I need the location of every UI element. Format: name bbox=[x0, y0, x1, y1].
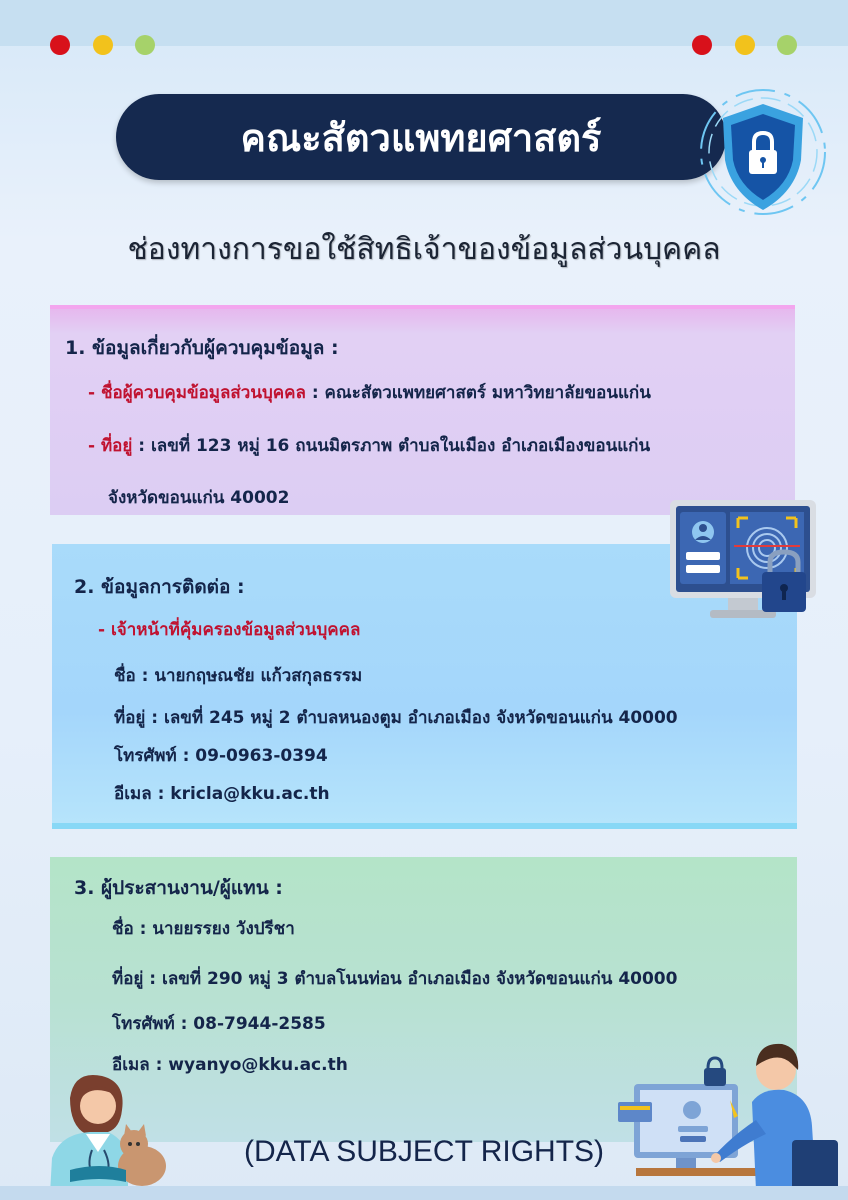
window-dot-yellow-right bbox=[735, 35, 755, 55]
window-dot-red bbox=[50, 35, 70, 55]
address-line2: จังหวัดขอนแก่น 40002 bbox=[108, 488, 290, 508]
ground-strip bbox=[0, 1186, 848, 1200]
coordinator-name: ชื่อ : นายยรรยง วังปรีชา bbox=[112, 919, 295, 939]
window-dot-red-right bbox=[692, 35, 712, 55]
page-subtitle: ช่องทางการขอใช้สิทธิเจ้าของข้อมูลส่วนบุคคล bbox=[127, 232, 721, 267]
dpo-phone: โทรศัพท์ : 09-0963-0394 bbox=[114, 746, 328, 766]
fingerprint-monitor-icon bbox=[668, 498, 820, 624]
coordinator-address: ที่อยู่ : เลขที่ 290 หมู่ 3 ตำบลโนนท่อน อำเภอเมือง จังหวัดขอนแก่น 40000 bbox=[112, 969, 678, 989]
dpo-address: ที่อยู่ : เลขที่ 245 หมู่ 2 ตำบลหนองตูม อำเภอเมือง จังหวัดขอนแก่น 40000 bbox=[114, 708, 678, 728]
dpo-email: อีเมล : kricla@kku.ac.th bbox=[114, 784, 330, 804]
controller-value: : คณะสัตวแพทยศาสตร์ มหาวิทยาลัยขอนแก่น bbox=[305, 383, 651, 403]
window-dot-yellow bbox=[93, 35, 113, 55]
window-dot-green bbox=[135, 35, 155, 55]
coordinator-email: อีเมล : wyanyo@kku.ac.th bbox=[112, 1055, 348, 1075]
section3-heading: 3. ผู้ประสานงาน/ผู้แทน : bbox=[74, 877, 283, 899]
vet-with-cat-illustration bbox=[30, 1070, 170, 1194]
address-row bbox=[88, 432, 650, 459]
dpo-role: - เจ้าหน้าที่คุ้มครองข้อมูลส่วนบุคคล bbox=[98, 620, 361, 640]
controller-label: - ชื่อผู้ควบคุมข้อมูลส่วนบุคคล bbox=[88, 383, 306, 403]
dpo-name: ชื่อ : นายกฤษณชัย แก้วสกุลธรรม bbox=[114, 666, 363, 686]
shield-lock-icon bbox=[695, 82, 835, 222]
coordinator-phone: โทรศัพท์ : 08-7944-2585 bbox=[112, 1014, 326, 1034]
controller-info-card bbox=[50, 305, 795, 515]
address-label: - ที่อยู่ bbox=[88, 436, 133, 456]
page-title bbox=[116, 94, 726, 180]
page-title-text: คณะสัตวแพทยศาสตร์ bbox=[240, 115, 602, 160]
section2-heading: 2. ข้อมูลการติดต่อ : bbox=[74, 576, 245, 598]
top-bar bbox=[0, 0, 848, 46]
address-value: : เลขที่ 123 หมู่ 16 ถนนมิตรภาพ ตำบลในเมือง อำเภอเมืองขอนแก่น bbox=[132, 436, 651, 456]
footer-text: (DATA SUBJECT RIGHTS) bbox=[243, 1135, 605, 1168]
window-dot-green-right bbox=[777, 35, 797, 55]
controller-row bbox=[88, 379, 651, 406]
section1-heading: 1. ข้อมูลเกี่ยวกับผู้ควบคุมข้อมูล : bbox=[65, 337, 339, 359]
